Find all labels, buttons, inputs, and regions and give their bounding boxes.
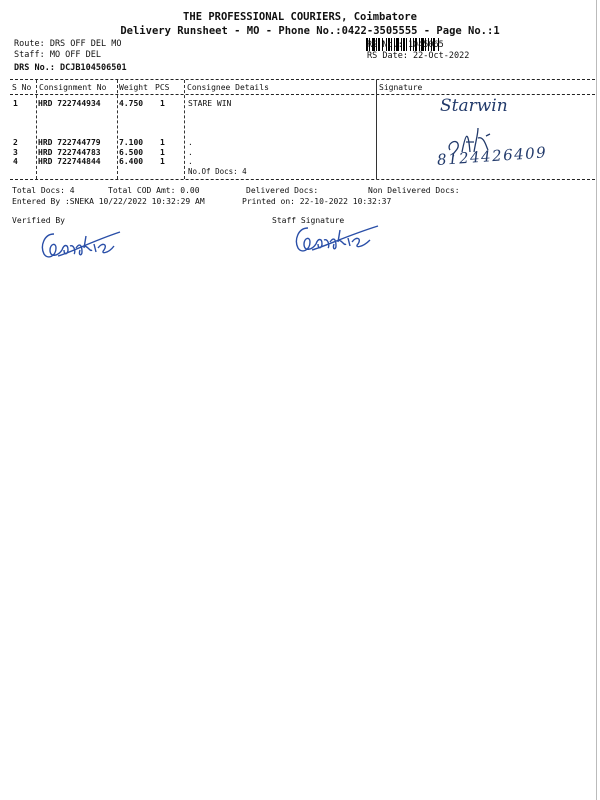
- row-sno: 3: [13, 148, 18, 157]
- col-divider: [184, 80, 185, 179]
- row-consignment: HRD 722744844: [38, 157, 101, 166]
- row-consignee: STARE WIN: [188, 99, 232, 108]
- col-divider: [36, 80, 37, 179]
- handwritten-phone: 8124426409: [436, 143, 548, 169]
- row-consignment: HRD 722744783: [38, 148, 101, 157]
- table-header-rule: [10, 94, 595, 95]
- row-pcs: 1: [160, 157, 165, 166]
- scan-edge: [596, 0, 597, 800]
- total-cod-amount: Total COD Amt: 0.00: [108, 186, 200, 195]
- row-weight: 4.750: [119, 99, 144, 108]
- runsheet-subtitle: Delivery Runsheet - MO - Phone No.:0422-3505555 - Page No.:1: [120, 25, 500, 37]
- handwritten-name: Starwin: [440, 96, 508, 116]
- table-top-rule: [10, 79, 595, 80]
- row-weight: 6.400: [119, 157, 144, 166]
- staff-signature: [292, 220, 386, 260]
- company-title: THE PROFESSIONAL COURIERS, Coimbatore: [183, 11, 417, 23]
- row-consignment: HRD 722744934: [38, 99, 101, 108]
- row-sno: 1: [13, 99, 18, 108]
- delivered-docs: Delivered Docs:: [246, 186, 319, 195]
- col-header-pcs: PCS: [155, 83, 170, 92]
- row-weight: 6.500: [119, 148, 144, 157]
- row-weight: 7.100: [119, 138, 144, 147]
- non-delivered-docs: Non Delivered Docs:: [368, 186, 460, 195]
- row-consignee: .: [188, 157, 193, 166]
- row-pcs: 1: [160, 138, 165, 147]
- verified-by-label: Verified By: [12, 216, 65, 225]
- staff-signature-label: Staff Signature: [272, 216, 345, 225]
- col-header-signature: Signature: [379, 83, 423, 92]
- row-consignee: .: [188, 148, 193, 157]
- drs-number: DRS No.: DCJB104506501: [14, 63, 127, 73]
- row-sno: 4: [13, 157, 18, 166]
- rs-date: RS Date: 22-Oct-2022: [367, 51, 470, 61]
- printed-on: Printed on: 22-10-2022 10:32:37: [242, 197, 392, 206]
- col-divider: [117, 80, 118, 179]
- col-header-consignment: Consignment No: [39, 83, 107, 92]
- row-pcs: 1: [160, 148, 165, 157]
- no-of-docs: No.Of Docs: 4: [188, 167, 247, 176]
- route-text: Route: DRS OFF DEL MO: [14, 39, 122, 49]
- rs-number: RS No.: 1045065: [367, 40, 444, 50]
- col-header-sno: S No: [12, 83, 32, 92]
- row-consignee: .: [188, 138, 193, 147]
- col-header-consignee: Consignee Details: [187, 83, 269, 92]
- col-header-weight: Weight: [119, 83, 148, 92]
- row-sno: 2: [13, 138, 18, 147]
- verified-by-signature: [38, 226, 128, 266]
- table-bottom-rule: [10, 179, 595, 180]
- row-consignment: HRD 722744779: [38, 138, 101, 147]
- staff-text: Staff: MO OFF DEL: [14, 50, 101, 60]
- total-docs: Total Docs: 4: [12, 186, 75, 195]
- row-pcs: 1: [160, 99, 165, 108]
- col-divider: [376, 80, 377, 179]
- entered-by: Entered By :SNEKA 10/22/2022 10:32:29 AM: [12, 197, 205, 206]
